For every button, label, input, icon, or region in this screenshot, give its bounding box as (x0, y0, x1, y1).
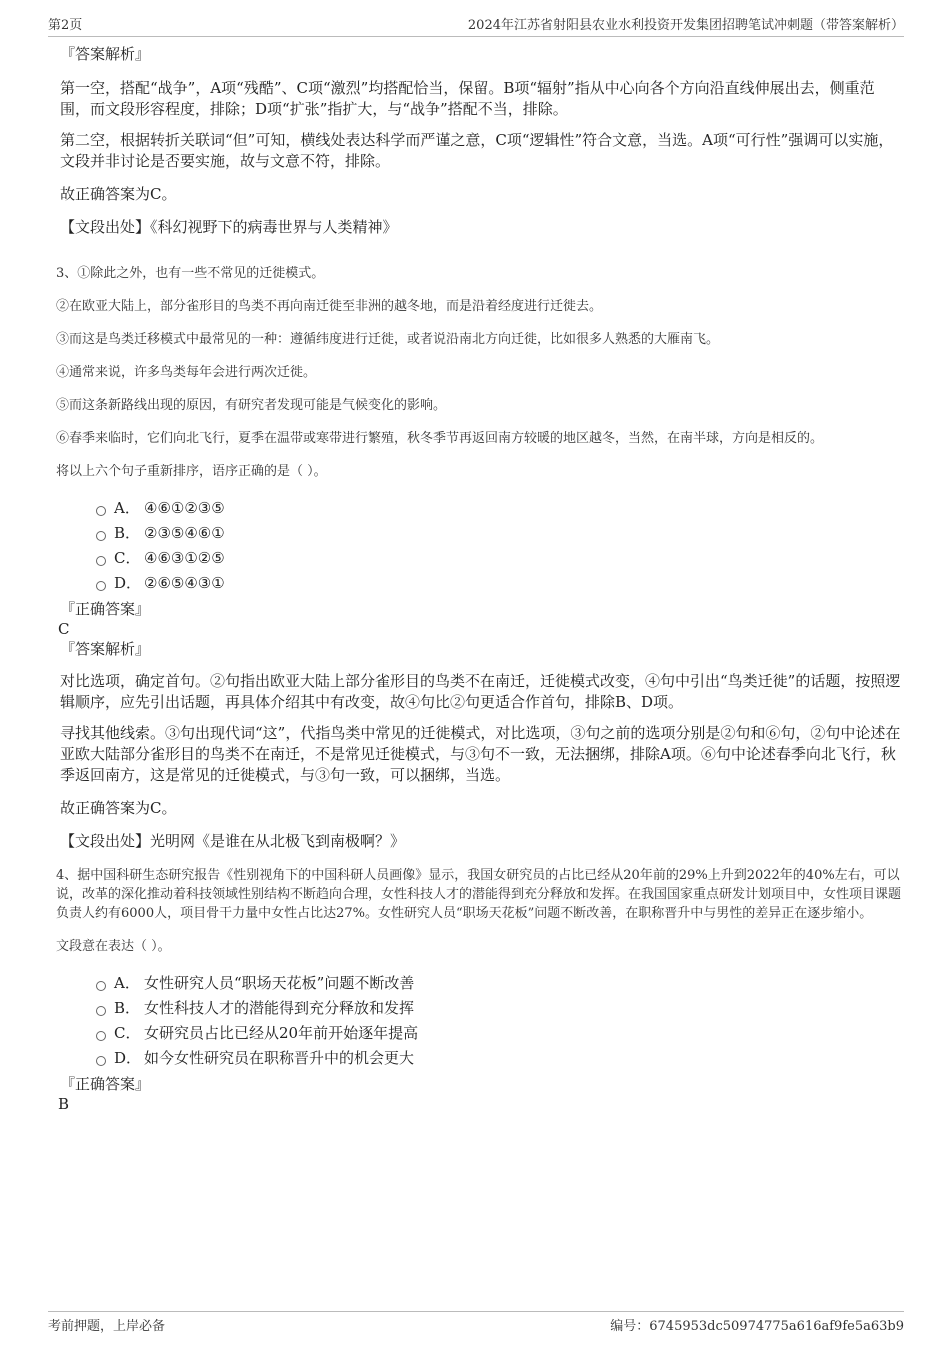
option-d[interactable] (96, 570, 904, 595)
question-3 (48, 264, 904, 852)
sentence-1: 3、①除此之外，也有一些不常见的迁徙模式。 (56, 266, 325, 281)
question-prompt: 文段意在表达（ ）。 (56, 939, 171, 954)
option-letter: C． (114, 549, 141, 567)
document-title: 2024年江苏省射阳县农业水利投资开发集团招聘笔试冲刺题（带答案解析） (467, 18, 904, 33)
option-text: ②⑥⑤④③① (144, 573, 225, 592)
document-id: 编号：6745953dc50974775a616af9fe5a63b9 (610, 1319, 904, 1334)
options-list (96, 495, 904, 595)
option-text: 女性研究人员“职场天花板”问题不断改善 (144, 974, 415, 992)
sentence-5: ⑤而这条新路线出现的原因，有研究者发现可能是气候变化的影响。 (56, 398, 447, 413)
option-text: ④⑥①②③⑤ (144, 498, 225, 517)
option-c[interactable] (96, 545, 904, 570)
option-a[interactable] (96, 970, 904, 995)
analysis-paragraph: 寻找其他线索。③句出现代词“这”，代指鸟类中常见的迁徙模式，对比选项，③句之前的选项分别是②句和⑥句，②句中论述在亚欧大陆部分雀形目的鸟类不在南迁，不是常见迁徙模式，与③句不一致，无法捆绑，排除A项。⑥句中论述春季向北飞行，秋季返回南方，这是常见的迁徙模式，与③句一致，可以捆绑，当选。 (60, 724, 901, 784)
analysis-label: 『答案解析』 (60, 640, 151, 658)
source-note: 【文段出处】《科幻视野下的病毒世界与人类精神》 (60, 218, 398, 236)
radio-icon[interactable] (96, 531, 106, 541)
radio-icon[interactable] (96, 556, 106, 566)
sentence-2: ②在欧亚大陆上，部分雀形目的鸟类不再向南迁徙至非洲的越冬地，而是沿着经度进行迁徙去。 (56, 299, 603, 314)
option-letter: D． (114, 574, 142, 592)
radio-icon[interactable] (96, 981, 106, 991)
sentence-6: ⑥春季来临时，它们向北飞行，夏季在温带或寒带进行繁殖，秋冬季节再返回南方较暖的地区越冬，当然，在南半球，方向是相反的。 (56, 431, 824, 446)
analysis-paragraph: 第二空，根据转折关联词“但”可知，横线处表达科学而严谨之意，C项“逻辑性”符合文意，当选。A项“可行性”强调可以实施，文段并非讨论是否要实施，故与文意不符，排除。 (60, 131, 894, 170)
option-a[interactable] (96, 495, 904, 520)
page-header (48, 14, 904, 37)
sentence-4: ④通常来说，许多鸟类每年会进行两次迁徙。 (56, 365, 317, 380)
option-text: 女性科技人才的潜能得到充分释放和发挥 (144, 999, 415, 1017)
option-text: 如今女性研究员在职称晋升中的机会更大 (144, 1049, 415, 1067)
radio-icon[interactable] (96, 1006, 106, 1016)
radio-icon[interactable] (96, 1031, 106, 1041)
option-c[interactable] (96, 1020, 904, 1045)
correct-answer-label: 『正确答案』 (60, 600, 151, 618)
page-number: 第2页 (48, 18, 83, 33)
page-footer (48, 1311, 904, 1334)
question-4 (48, 866, 904, 1114)
analysis-paragraph: 第一空，搭配“战争”，A项“残酷”、C项“激烈”均搭配恰当，保留。B项“辐射”指从中心向各个方向沿直线伸展出去，侧重范围，而文段形容程度，排除；D项“扩张”指扩大，与“战争”搭配不当，排除。 (60, 79, 875, 118)
radio-icon[interactable] (96, 581, 106, 591)
option-letter: B． (114, 999, 141, 1017)
radio-icon[interactable] (96, 506, 106, 516)
option-b[interactable] (96, 520, 904, 545)
option-text: 女研究员占比已经从20年前开始逐年提高 (144, 1024, 419, 1042)
option-text: ②③⑤④⑥① (144, 523, 225, 542)
option-d[interactable] (96, 1045, 904, 1070)
correct-answer: C (58, 620, 70, 638)
analysis-label: 『答案解析』 (60, 45, 151, 63)
analysis-conclusion: 故正确答案为C。 (60, 185, 177, 203)
correct-answer-label: 『正确答案』 (60, 1075, 151, 1093)
option-letter: B． (114, 524, 141, 542)
sentence-3: ③而这是鸟类迁移模式中最常见的一种：遵循纬度进行迁徙，或者说沿南北方向迁徙，比如很多人熟悉的大雁南飞。 (56, 332, 720, 347)
question-stem: 4、据中国科研生态研究报告《性别视角下的中国科研人员画像》显示，我国女研究员的占比已经从20年前的29%上升到2022年的40%左右，可以说，改革的深化推动着科技领域性别结构不断趋向合理，女性科技人才的潜能得到充分释放和发挥。在我国国家重点研发计划项目中，女性项目课题负责人约有6000人，项目骨干力量中女性占比达27%。女性研究人员“职场天花板”问题不断改善，在职称晋升中与男性的差异正在逐步缩小。 (56, 868, 902, 921)
footer-slogan: 考前押题，上岸必备 (48, 1319, 166, 1334)
question-prompt: 将以上六个句子重新排序，语序正确的是（ ）。 (56, 464, 327, 479)
option-letter: A． (114, 974, 140, 992)
analysis-conclusion: 故正确答案为C。 (60, 799, 177, 817)
option-letter: A． (114, 499, 140, 517)
source-note: 【文段出处】光明网《是谁在从北极飞到南极啊？》 (60, 832, 406, 850)
correct-answer: B (58, 1095, 70, 1113)
option-letter: D． (114, 1049, 142, 1067)
option-b[interactable] (96, 995, 904, 1020)
page-content (48, 44, 904, 1114)
analysis-paragraph: 对比选项，确定首句。②句指出欧亚大陆上部分雀形目的鸟类不在南迁，迁徙模式改变，④句中引出“鸟类迁徙”的话题，按照逻辑顺序，应先引出话题，再具体介绍其中有改变，故④句比②句更适合作首句，排除B、D项。 (60, 672, 901, 711)
radio-icon[interactable] (96, 1056, 106, 1066)
option-text: ④⑥③①②⑤ (144, 548, 225, 567)
options-list (96, 970, 904, 1070)
option-letter: C． (114, 1024, 141, 1042)
